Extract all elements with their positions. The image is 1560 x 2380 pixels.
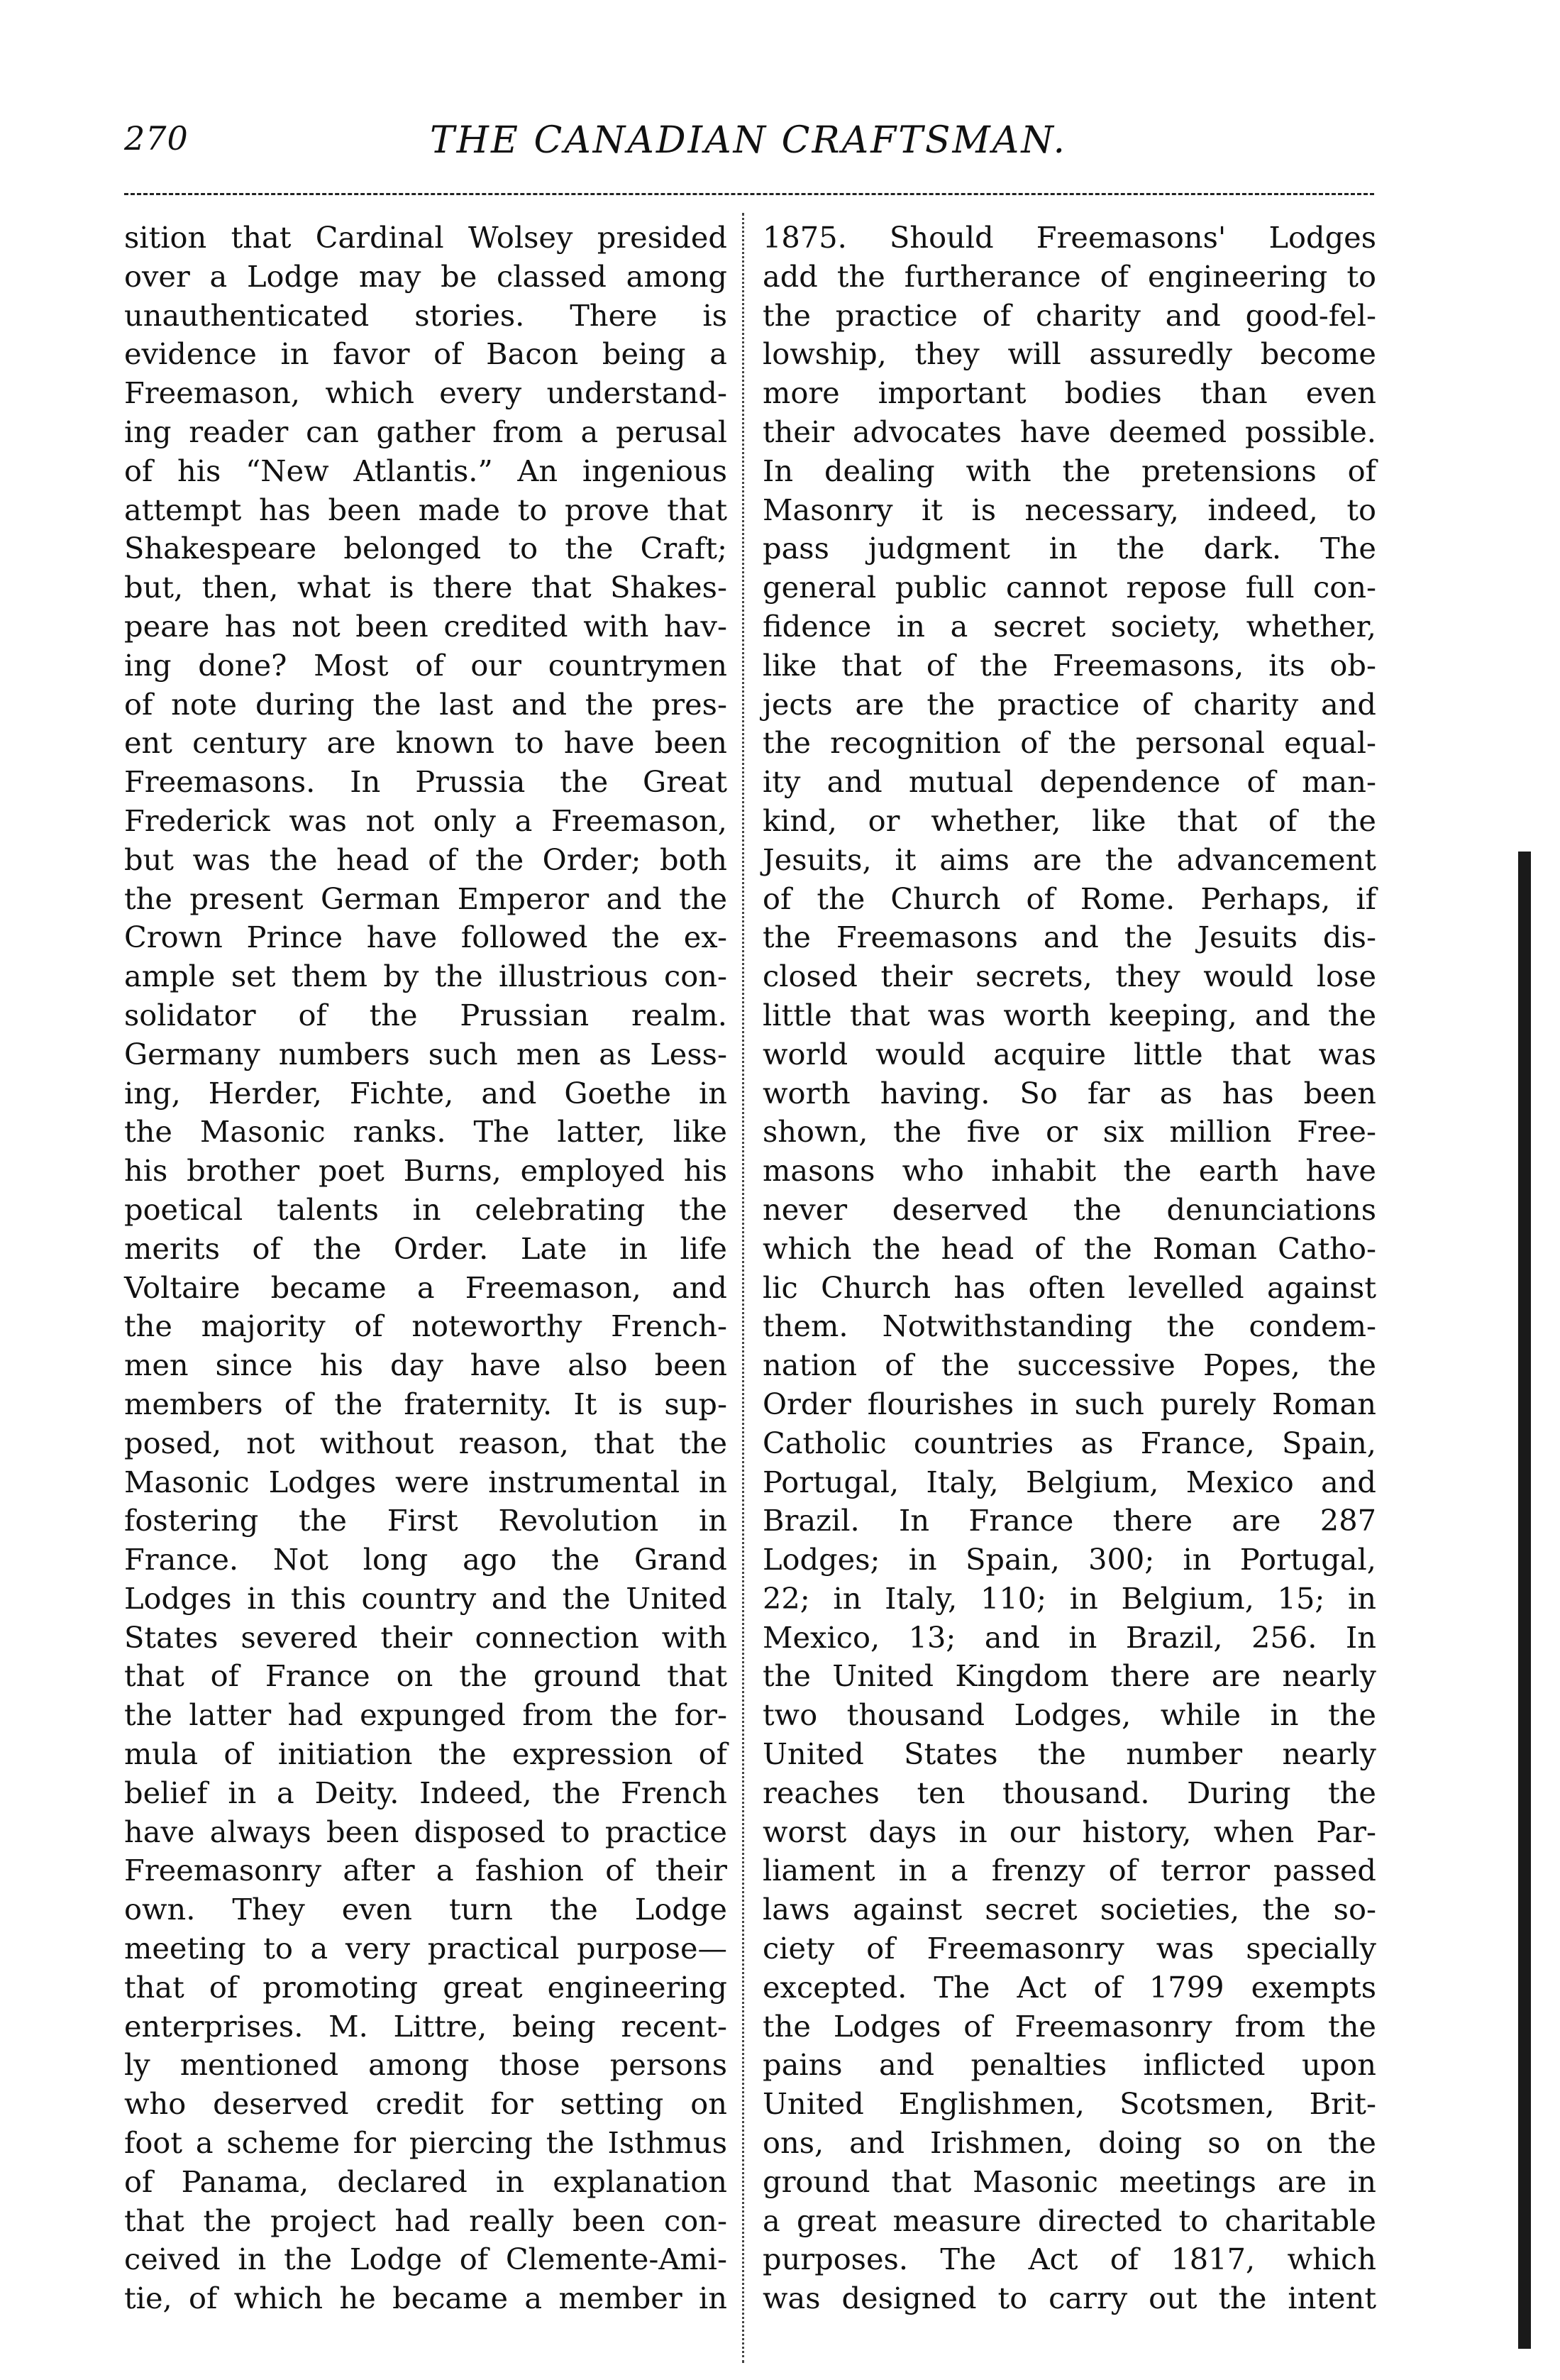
text-line: the majority of noteworthy French- bbox=[124, 1309, 727, 1344]
text-line: ample set them by the illustrious con- bbox=[124, 959, 727, 994]
text-line: that of promoting great engineering bbox=[124, 1969, 727, 2005]
text-line: of the Church of Rome. Perhaps, if bbox=[763, 881, 1376, 916]
text-line: France. Not long ago the Grand bbox=[124, 1542, 727, 1577]
text-line: poetical talents in celebrating the bbox=[124, 1191, 727, 1227]
text-line: closed their secrets, they would lose bbox=[763, 959, 1376, 994]
text-line: Catholic countries as France, Spain, bbox=[763, 1425, 1376, 1460]
text-line: Brazil. In France there are 287 bbox=[763, 1503, 1376, 1538]
text-line: his brother poet Burns, employed his bbox=[124, 1153, 727, 1189]
text-line: ceived in the Lodge of Clemente-Ami- bbox=[124, 2242, 727, 2277]
text-line: sition that Cardinal Wolsey presided bbox=[124, 220, 727, 255]
text-line: over a Lodge may be classed among bbox=[124, 258, 727, 294]
text-line: Portugal, Italy, Belgium, Mexico and bbox=[763, 1464, 1376, 1499]
text-line: lic Church has often levelled against bbox=[763, 1269, 1376, 1305]
text-line: 22; in Italy, 110; in Belgium, 15; in bbox=[763, 1580, 1376, 1616]
text-line: a great measure directed to charitable bbox=[763, 2203, 1376, 2238]
text-line: worth having. So far as has been bbox=[763, 1075, 1376, 1111]
text-line: meeting to a very practical purpose— bbox=[124, 1931, 727, 1966]
text-line: Lodges; in Spain, 300; in Portugal, bbox=[763, 1542, 1376, 1577]
text-line: the Masonic ranks. The latter, like bbox=[124, 1114, 727, 1150]
text-line: that the project had really been con- bbox=[124, 2203, 727, 2238]
text-line: the latter had expunged from the for- bbox=[124, 1697, 727, 1733]
text-line: of note during the last and the pres- bbox=[124, 686, 727, 722]
text-line: jects are the practice of charity and bbox=[763, 686, 1376, 722]
text-line: have always been disposed to practice bbox=[124, 1814, 727, 1849]
text-line: Order flourishes in such purely Roman bbox=[763, 1386, 1376, 1421]
text-line: ent century are known to have been bbox=[124, 725, 727, 761]
text-line: more important bodies than even bbox=[763, 375, 1376, 411]
text-line: kind, or whether, like that of the bbox=[763, 803, 1376, 838]
text-line: tie, of which he became a member in bbox=[124, 2281, 727, 2316]
text-line: reaches ten thousand. During the bbox=[763, 1775, 1376, 1810]
text-line: solidator of the Prussian realm. bbox=[124, 997, 727, 1032]
text-line: which the head of the Roman Catho- bbox=[763, 1230, 1376, 1266]
text-line: the Freemasons and the Jesuits dis- bbox=[763, 920, 1376, 955]
text-line: belief in a Deity. Indeed, the French bbox=[124, 1775, 727, 1810]
text-line: that of France on the ground that bbox=[124, 1658, 727, 1694]
text-line: pains and penalties inflicted upon bbox=[763, 2047, 1376, 2083]
text-line: the practice of charity and good-fel- bbox=[763, 297, 1376, 333]
text-line: their advocates have deemed possible. bbox=[763, 414, 1376, 449]
text-line: them. Notwithstanding the condem- bbox=[763, 1309, 1376, 1344]
text-line: the recognition of the personal equal- bbox=[763, 725, 1376, 761]
text-line: Freemasonry after a fashion of their bbox=[124, 1853, 727, 1888]
text-line: peare has not been credited with hav- bbox=[124, 608, 727, 644]
column-divider bbox=[742, 213, 744, 2363]
text-line: the Lodges of Freemasonry from the bbox=[763, 2008, 1376, 2044]
text-line: was designed to carry out the intent bbox=[763, 2281, 1376, 2316]
text-line: attempt has been made to prove that bbox=[124, 492, 727, 527]
text-line: posed, not without reason, that the bbox=[124, 1425, 727, 1460]
text-line: ciety of Freemasonry was specially bbox=[763, 1931, 1376, 1966]
page-edge-bar bbox=[1518, 852, 1531, 2349]
text-line: Germany numbers such men as Less- bbox=[124, 1036, 727, 1071]
text-line: ing, Herder, Fichte, and Goethe in bbox=[124, 1075, 727, 1111]
left-column bbox=[124, 219, 727, 2318]
text-line: United States the number nearly bbox=[763, 1736, 1376, 1772]
text-line: men since his day have also been bbox=[124, 1348, 727, 1383]
text-line: ground that Masonic meetings are in bbox=[763, 2164, 1376, 2199]
text-line: Shakespeare belonged to the Craft; bbox=[124, 531, 727, 566]
text-line: ing done? Most of our countrymen bbox=[124, 647, 727, 683]
text-line: Crown Prince have followed the ex- bbox=[124, 920, 727, 955]
text-line: Freemasons. In Prussia the Great bbox=[124, 764, 727, 800]
text-line: own. They even turn the Lodge bbox=[124, 1892, 727, 1927]
text-line: fidence in a secret society, whether, bbox=[763, 608, 1376, 644]
text-line: enterprises. M. Littre, being recent- bbox=[124, 2008, 727, 2044]
text-line: liament in a frenzy of terror passed bbox=[763, 1853, 1376, 1888]
text-line: never deserved the denunciations bbox=[763, 1191, 1376, 1227]
text-line: Jesuits, it aims are the advancement bbox=[763, 842, 1376, 877]
text-line: members of the fraternity. It is sup- bbox=[124, 1386, 727, 1421]
text-line: shown, the five or six million Free- bbox=[763, 1114, 1376, 1150]
page-header bbox=[124, 119, 1373, 176]
text-line: but was the head of the Order; both bbox=[124, 842, 727, 877]
text-line: general public cannot repose full con- bbox=[763, 570, 1376, 605]
text-line: foot a scheme for piercing the Isthmus bbox=[124, 2125, 727, 2161]
text-line: ly mentioned among those persons bbox=[124, 2047, 727, 2083]
text-line: but, then, what is there that Shakes- bbox=[124, 570, 727, 605]
text-line: States severed their connection with bbox=[124, 1619, 727, 1655]
header-rule bbox=[124, 193, 1374, 195]
text-line: worst days in our history, when Par- bbox=[763, 1814, 1376, 1849]
text-line: excepted. The Act of 1799 exempts bbox=[763, 1969, 1376, 2005]
text-line: In dealing with the pretensions of bbox=[763, 453, 1376, 488]
text-line: Masonry it is necessary, indeed, to bbox=[763, 492, 1376, 527]
text-line: who deserved credit for setting on bbox=[124, 2086, 727, 2122]
text-line: of his “New Atlantis.” An ingenious bbox=[124, 453, 727, 488]
text-line: laws against secret societies, the so- bbox=[763, 1892, 1376, 1927]
text-line: add the furtherance of engineering to bbox=[763, 258, 1376, 294]
text-line: Voltaire became a Freemason, and bbox=[124, 1269, 727, 1305]
text-line: Lodges in this country and the United bbox=[124, 1580, 727, 1616]
right-column bbox=[763, 219, 1376, 2318]
text-line: fostering the First Revolution in bbox=[124, 1503, 727, 1538]
text-line: the present German Emperor and the bbox=[124, 881, 727, 916]
text-line: mula of initiation the expression of bbox=[124, 1736, 727, 1772]
text-line: Mexico, 13; and in Brazil, 256. In bbox=[763, 1619, 1376, 1655]
text-line: lowship, they will assuredly become bbox=[763, 336, 1376, 372]
text-line: Masonic Lodges were instrumental in bbox=[124, 1464, 727, 1499]
text-line: ing reader can gather from a perusal bbox=[124, 414, 727, 449]
text-line: Frederick was not only a Freemason, bbox=[124, 803, 727, 838]
text-line: of Panama, declared in explanation bbox=[124, 2164, 727, 2199]
text-line: purposes. The Act of 1817, which bbox=[763, 2242, 1376, 2277]
text-line: masons who inhabit the earth have bbox=[763, 1153, 1376, 1189]
running-title: THE CANADIAN CRAFTSMAN. bbox=[429, 119, 1068, 162]
text-line: two thousand Lodges, while in the bbox=[763, 1697, 1376, 1733]
page-number: 270 bbox=[124, 119, 189, 158]
text-line: ity and mutual dependence of man- bbox=[763, 764, 1376, 800]
text-line: little that was worth keeping, and the bbox=[763, 997, 1376, 1032]
text-line: merits of the Order. Late in life bbox=[124, 1230, 727, 1266]
text-line: 1875. Should Freemasons' Lodges bbox=[763, 220, 1376, 255]
text-line: evidence in favor of Bacon being a bbox=[124, 336, 727, 372]
text-line: ons, and Irishmen, doing so on the bbox=[763, 2125, 1376, 2161]
text-line: unauthenticated stories. There is bbox=[124, 297, 727, 333]
text-line: world would acquire little that was bbox=[763, 1036, 1376, 1071]
text-line: nation of the successive Popes, the bbox=[763, 1348, 1376, 1383]
text-line: Freemason, which every understand- bbox=[124, 375, 727, 411]
text-line: like that of the Freemasons, its ob- bbox=[763, 647, 1376, 683]
text-line: the United Kingdom there are nearly bbox=[763, 1658, 1376, 1694]
text-line: United Englishmen, Scotsmen, Brit- bbox=[763, 2086, 1376, 2122]
text-line: pass judgment in the dark. The bbox=[763, 531, 1376, 566]
